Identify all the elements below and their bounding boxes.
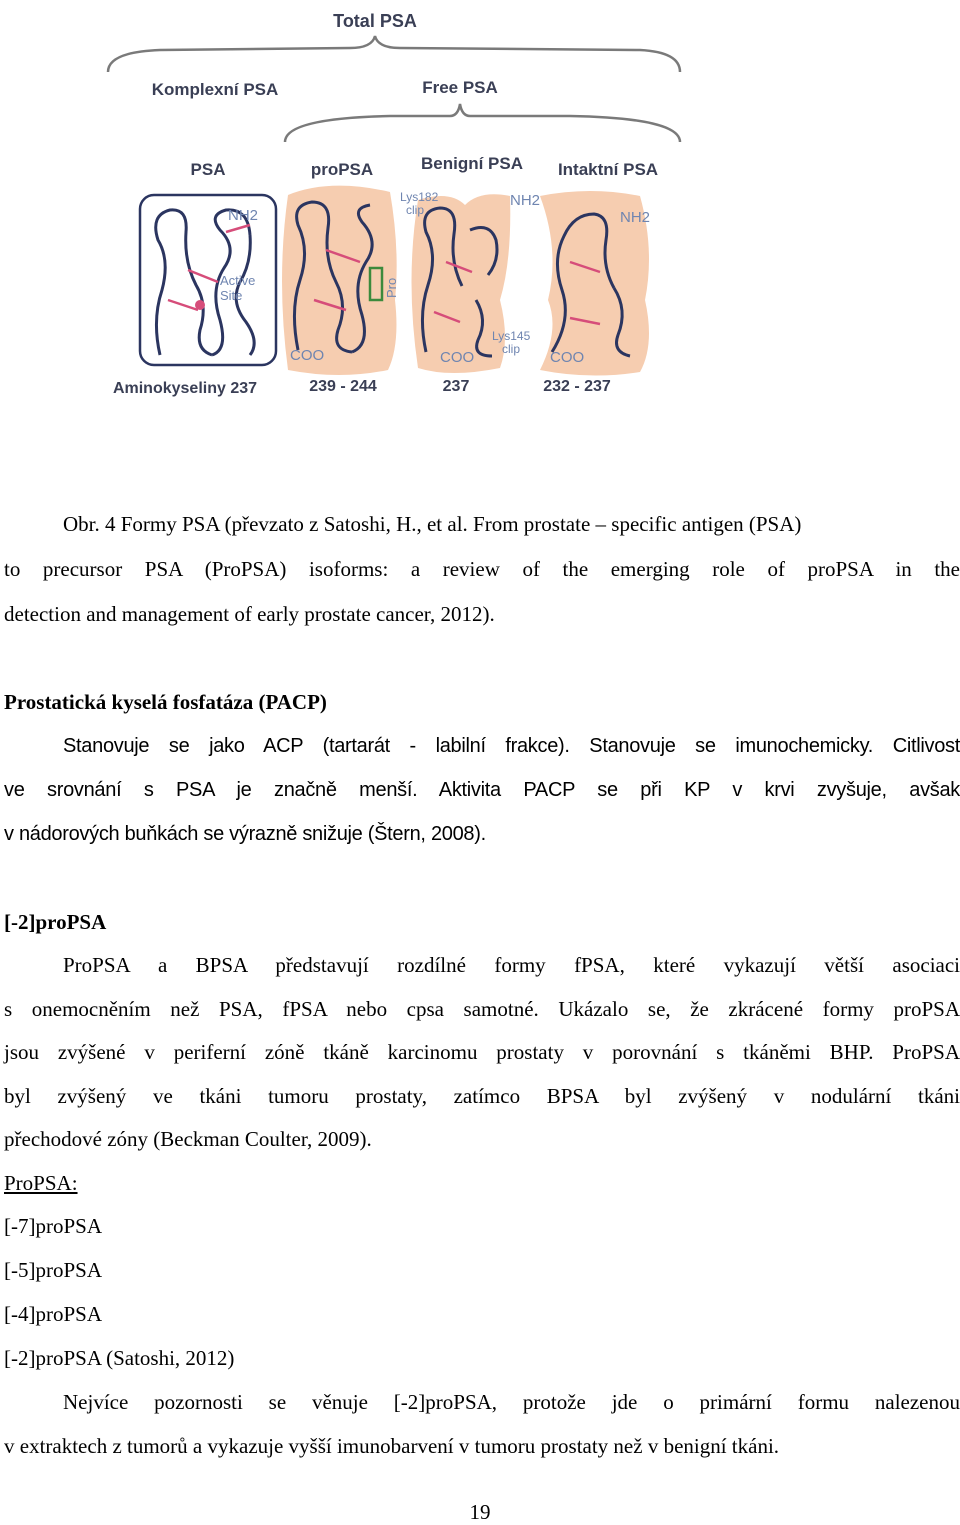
residues-benign: 237	[442, 378, 470, 395]
propsa2-line-4: byl zvýšený ve tkáni tumoru prostaty, zatímco BPSA byl zvýšený v nodulární tkáni	[4, 1084, 960, 1108]
caption-line-3: detection and management of early prostate cancer, 2012).	[4, 602, 495, 626]
residues-intact: 232 - 237	[543, 378, 611, 395]
free-psa-label: Free PSA	[422, 78, 498, 97]
propsa-list-item: [-7]proPSA	[4, 1214, 102, 1238]
form-label-intact-psa: Intaktní PSA	[557, 160, 659, 179]
propsa-list-title: ProPSA:	[4, 1171, 78, 1195]
form-label-benign-psa: Benigní PSA	[420, 154, 524, 173]
pacp-line-3: v nádorových buňkách se výrazně snižuje (Štern, 2008).	[4, 823, 486, 845]
propsa2-line-2: s onemocněním než PSA, fPSA nebo cpsa samotné. Ukázalo se, že zkrácené formy proPSA	[4, 997, 960, 1021]
pacp-line-2: ve srovnání s PSA je značně menší. Aktivita PACP se při KP v krvi zvyšuje, avšak	[4, 779, 960, 801]
propsa-list-item: [-2]proPSA (Satoshi, 2012)	[4, 1346, 235, 1370]
total-bracket	[108, 36, 680, 72]
propsa2-line-3: jsou zvýšené v periferní zóně tkáně karcinomu prostaty v porovnání s tkáněmi BHP. ProPSA	[4, 1040, 960, 1064]
lys145-label-1: Lys145	[492, 329, 531, 343]
residues-propsa: 239 - 244	[309, 378, 377, 395]
closing-line-1: Nejvíce pozornosti se věnuje [-2]proPSA, protože jde o primární formu nalezenou	[63, 1390, 960, 1414]
propsa2-line-5: přechodové zóny (Beckman Coulter, 2009).	[4, 1127, 372, 1151]
closing-line-2: v extraktech z tumorů a vykazuje vyšší imunobarvení v tumoru prostaty než v benigní tkáni.	[4, 1434, 780, 1458]
form-label-propsa: proPSA	[310, 160, 374, 179]
propsa-list-item: [-4]proPSA	[4, 1302, 102, 1326]
pacp-heading: Prostatická kyselá fosfatáza (PACP)	[4, 690, 327, 714]
active-site-label-2: Site	[220, 288, 243, 303]
caption-line-1: Obr. 4 Formy PSA (převzato z Satoshi, H., et al. From prostate – specific antigen (PSA)	[63, 512, 802, 536]
total-psa-label: Total PSA	[333, 11, 417, 31]
caption-line-2: to precursor PSA (ProPSA) isoforms: a review of the emerging role of proPSA in the	[4, 557, 960, 581]
pacp-line-1: Stanovuje se jako ACP (tartarát - labilní frakce). Stanovuje se imunochemicky. Citlivost	[63, 735, 960, 757]
intact-coo-label: COO	[550, 349, 585, 366]
propsa-coo-label: COO	[290, 347, 325, 364]
propsa2-heading: [-2]proPSA	[4, 910, 107, 934]
active-site-label-1: Active	[220, 273, 256, 288]
lys182-label-1: Lys182	[400, 190, 439, 204]
intact-nh2-label: NH2	[620, 209, 651, 226]
active-site-marker	[195, 300, 205, 310]
psa-forms-diagram	[100, 0, 700, 410]
complex-psa-label: Komplexní PSA	[151, 80, 279, 99]
pro-label: Pro	[384, 277, 399, 298]
form-label-psa: PSA	[190, 160, 226, 179]
page-number: 19	[469, 1500, 491, 1524]
benign-nh2-label: NH2	[510, 192, 541, 209]
free-bracket	[285, 104, 680, 142]
psa-nh2-label: NH2	[228, 207, 259, 224]
propsa-list-item: [-5]proPSA	[4, 1258, 102, 1282]
propsa2-line-1: ProPSA a BPSA představují rozdílné formy fPSA, které vykazují větší asociaci	[63, 953, 960, 977]
residues-psa: Aminokyseliny 237	[112, 380, 258, 397]
benign-coo-label: COO	[440, 349, 475, 366]
lys182-label-2: clip	[406, 203, 425, 217]
lys145-label-2: clip	[502, 342, 521, 356]
psa-forms-figure	[100, 0, 700, 410]
